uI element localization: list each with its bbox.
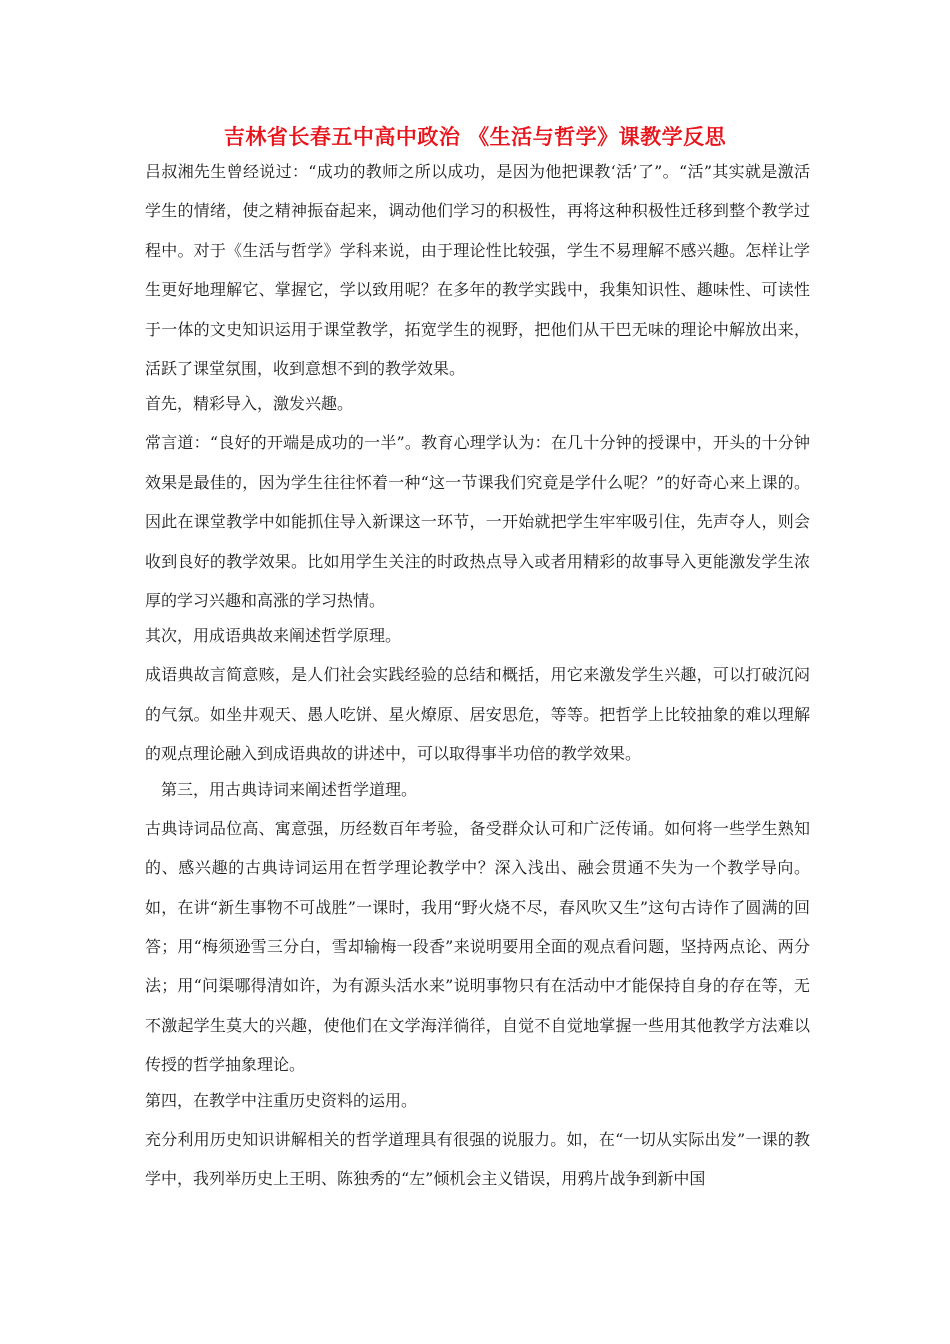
section-heading-3: 第三，用古典诗词来阐述哲学道理。: [161, 779, 418, 799]
paragraph-section-3: 古典诗词品位高、寓意强，历经数百年考验，备受群众认可和广泛传诵。如何将一些学生熟知的、感兴趣的古典诗词运用在哲学理论教学中？深入浅出、融会贯通不失为一个教学导向。如，在讲“新生事物不可战胜”一课时，我用“野火烧不尽，春风吹又生”这句古诗作了圆满的回答；用“梅须逊雪三分白，雪却输梅一段香”来说明要用全面的观点看问题，坚持两点论、两分法；用“问渠哪得清如许，为有源头活水来”说明事物只有在活动中才能保持自身的存在等，无不激起学生莫大的兴趣，使他们在文学海洋徜徉，自觉不自觉地掌握一些用其他教学方法难以传授的哲学抽象理论。: [145, 818, 810, 1075]
section-heading-4: 第四，在教学中注重历史资料的运用。: [145, 1090, 418, 1110]
paragraph-section-4: 充分利用历史知识讲解相关的哲学道理具有很强的说服力。如，在“一切从实际出发”一课的教学中，我列举历史上王明、陈独秀的“左”倾机会主义错误，用鸦片战争到新中国: [145, 1129, 810, 1188]
paragraph-section-2: 成语典故言简意赅，是人们社会实践经验的总结和概括，用它来激发学生兴趣，可以打破沉闷的气氛。如坐井观天、愚人吃饼、星火燎原、居安思危，等等。把哲学上比较抽象的难以理解的观点理论融入到成语典故的讲述中，可以取得事半功倍的教学效果。: [145, 665, 810, 764]
paragraph-section-1: 常言道：“良好的开端是成功的一半”。教育心理学认为：在几十分钟的授课中，开头的十分钟效果是最佳的，因为学生往往怀着一种“这一节课我们究竟是学什么呢？”的好奇心来上课的。因此在课堂教学中如能抓住导入新课这一环节，一开始就把学生牢牢吸引住，先声夺人，则会收到良好的教学效果。比如用学生关注的时政热点导入或者用精彩的故事导入更能激发学生浓厚的学习兴趣和高涨的学习热情。: [145, 433, 810, 611]
paragraph-intro: 吕叔湘先生曾经说过：“成功的教师之所以成功，是因为他把课教‘活’了”。“活”其实就是激活学生的情绪，使之精神振奋起来，调动他们学习的积极性，再将这种积极性迁移到整个教学过程中。对于《生活与哲学》学科来说，由于理论性比较强，学生不易理解不感兴趣。怎样让学生更好地理解它、掌握它，学以致用呢？在多年的教学实践中，我集知识性、趣味性、可读性于一体的文史知识运用于课堂教学，拓宽学生的视野，把他们从干巴无味的理论中解放出来，活跃了课堂氛围，收到意想不到的教学效果。: [145, 162, 810, 379]
document-body: [145, 152, 810, 1198]
section-heading-1: 首先，精彩导入，激发兴趣。: [145, 394, 354, 414]
section-heading-2: 其次，用成语典故来阐述哲学原理。: [145, 626, 402, 646]
document-title: 吉林省长春五中高中政治 《生活与哲学》课教学反思: [223, 124, 727, 149]
